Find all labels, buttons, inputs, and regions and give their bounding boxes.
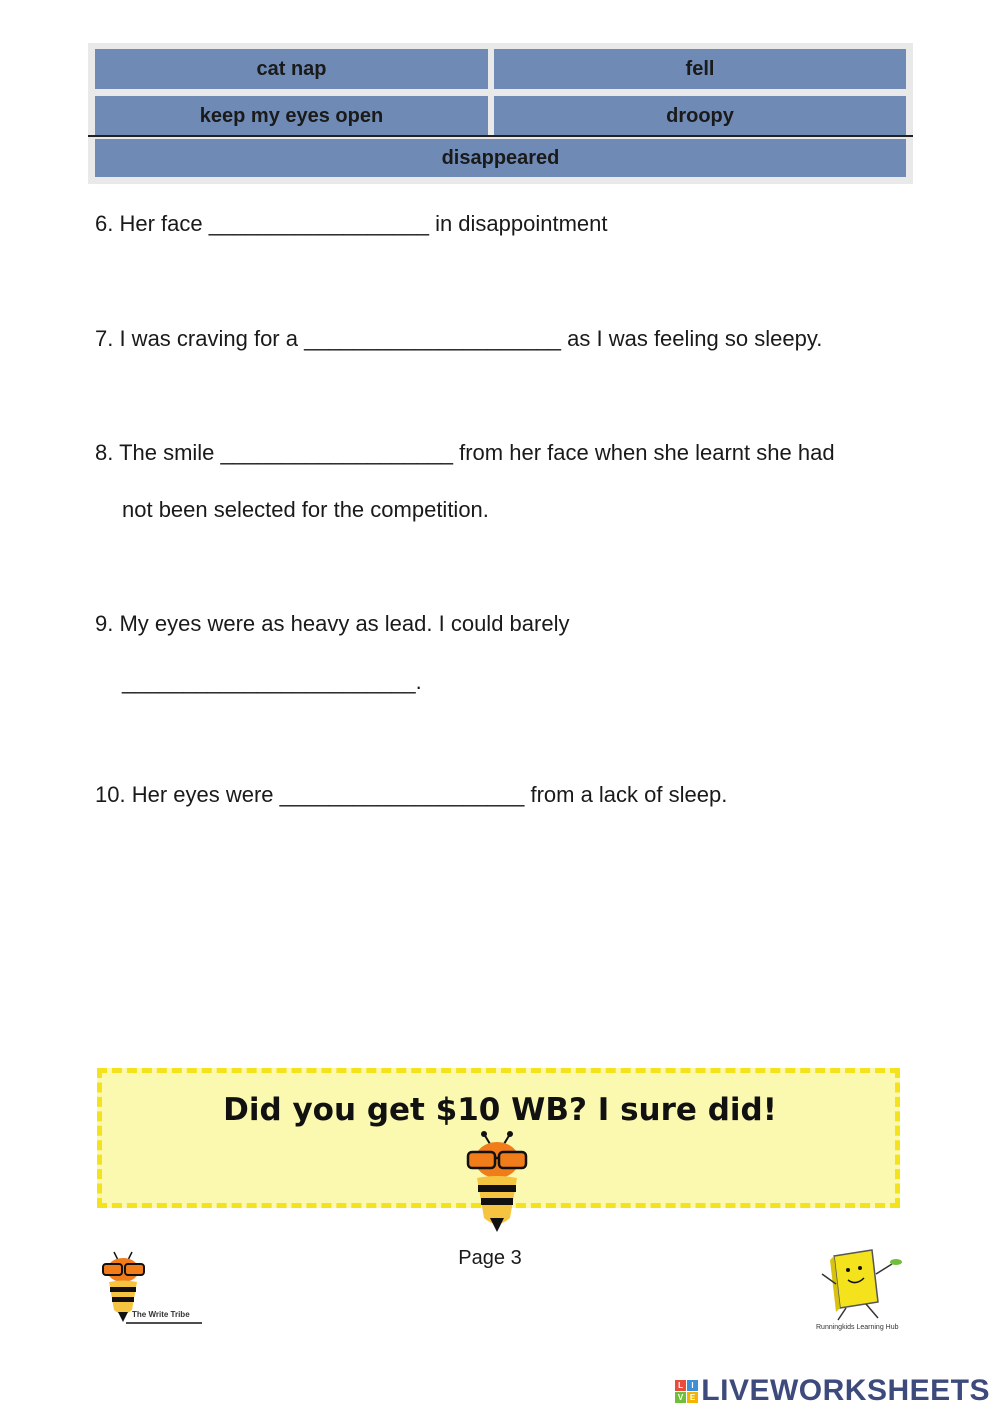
word-bank-cell: disappeared bbox=[95, 139, 906, 177]
logo-letter: V bbox=[675, 1392, 686, 1403]
logo-letter: I bbox=[687, 1380, 698, 1391]
left-logo-caption: The Write Tribe bbox=[132, 1310, 190, 1319]
question-8-continued: not been selected for the competition. bbox=[122, 497, 489, 522]
question-9-blank: ________________________. bbox=[122, 669, 422, 694]
question-10: 10. Her eyes were ____________________ from a lack of sleep. bbox=[95, 782, 728, 807]
brand-name: LIVEWORKSHEETS bbox=[701, 1374, 990, 1407]
word-bank-cell: keep my eyes open bbox=[95, 96, 488, 136]
word-bank-cell: fell bbox=[494, 49, 906, 89]
word-bank-cell: cat nap bbox=[95, 49, 488, 89]
question-7: 7. I was craving for a _____________________ as I was feeling so sleepy. bbox=[95, 326, 823, 351]
page-number: Page 3 bbox=[458, 1247, 522, 1269]
question-9: 9. My eyes were as heavy as lead. I could barely bbox=[95, 611, 570, 636]
reading-book-logo-icon bbox=[812, 1244, 907, 1324]
word-bank-cell: droopy bbox=[494, 96, 906, 136]
bee-mascot-icon bbox=[460, 1130, 535, 1235]
table-divider bbox=[88, 135, 913, 137]
logo-letter: E bbox=[687, 1392, 698, 1403]
word-bank-table bbox=[88, 43, 913, 184]
banner-text: Did you get $10 WB? I sure did! bbox=[223, 1092, 777, 1128]
liveworksheets-logo-icon bbox=[675, 1380, 698, 1403]
logo-letter: L bbox=[675, 1380, 686, 1391]
right-logo-caption: Runningkids Learning Hub bbox=[816, 1324, 899, 1331]
liveworksheets-brand[interactable] bbox=[675, 1374, 990, 1408]
question-6: 6. Her face __________________ in disappointment bbox=[95, 211, 608, 236]
question-8: 8. The smile ___________________ from her face when she learnt she had bbox=[95, 440, 835, 465]
